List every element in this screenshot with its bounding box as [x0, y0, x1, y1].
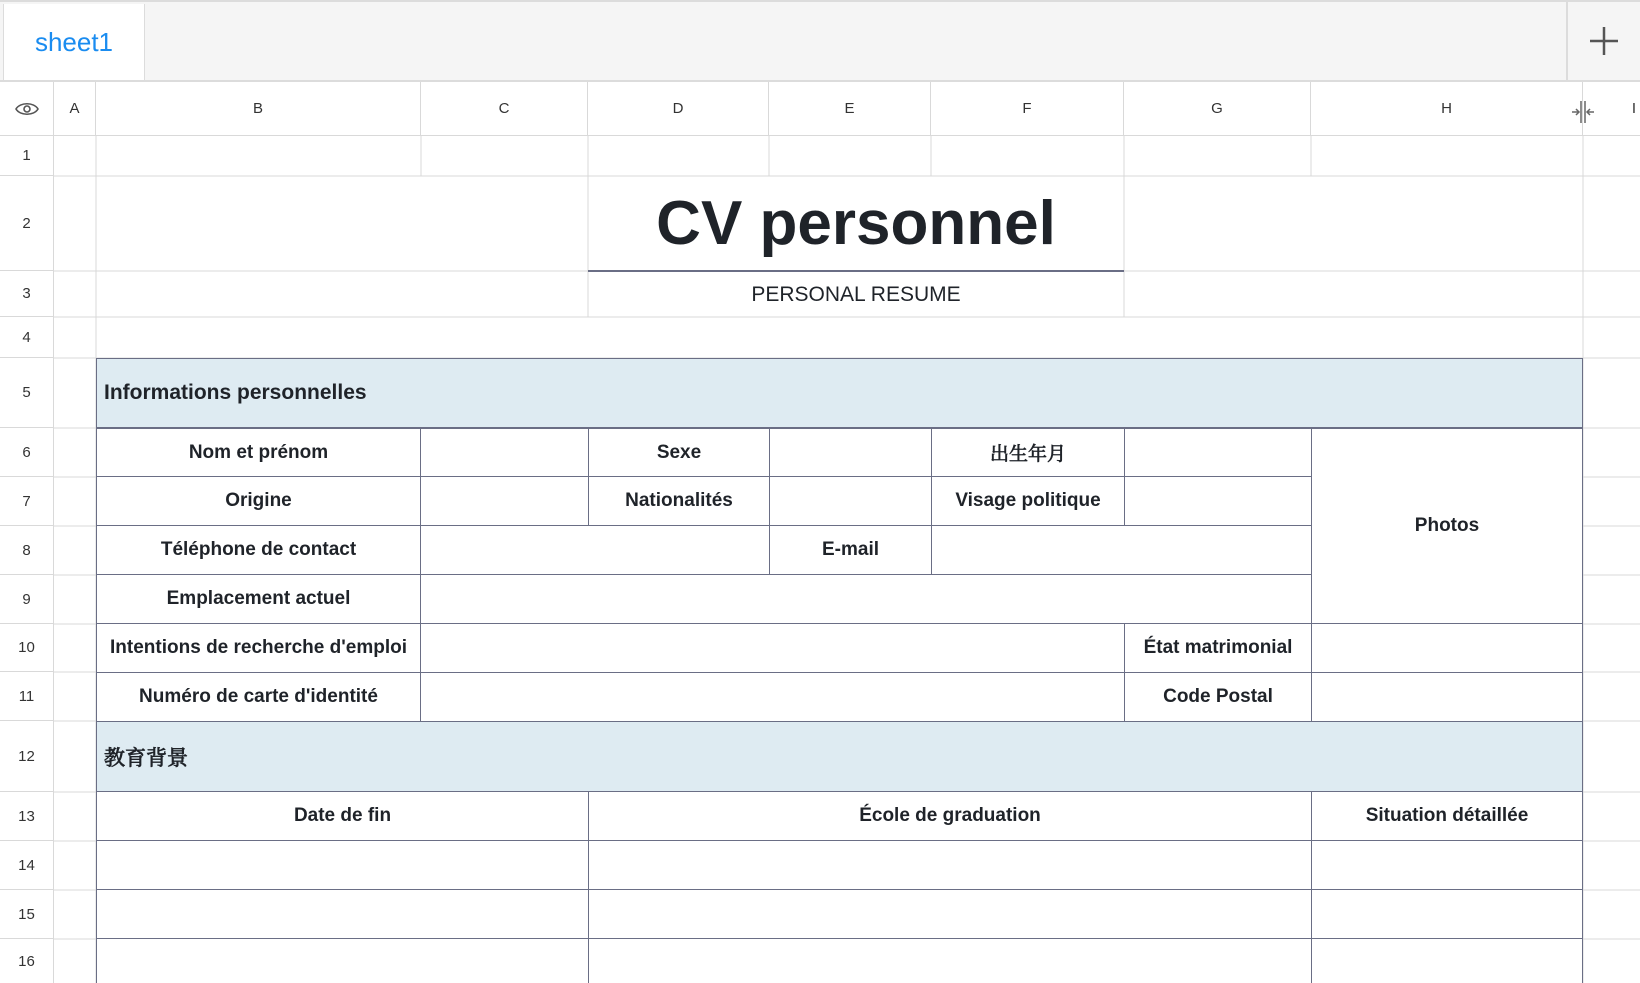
label-job-intent[interactable]: Intentions de recherche d'emploi — [96, 623, 421, 673]
row-header-10[interactable]: 10 — [0, 624, 54, 672]
value-name[interactable] — [420, 428, 589, 477]
edu-row-3-school[interactable] — [588, 938, 1312, 983]
row-header-2[interactable]: 2 — [0, 176, 54, 271]
value-id-card[interactable] — [420, 672, 1125, 722]
value-sex[interactable] — [769, 428, 932, 477]
label-marital[interactable]: État matrimonial — [1124, 623, 1312, 673]
edu-row-3-date[interactable] — [96, 938, 589, 983]
column-header-b[interactable]: B — [96, 82, 421, 136]
row-header-11[interactable]: 11 — [0, 672, 54, 721]
edu-row-3-details[interactable] — [1311, 938, 1583, 983]
value-location[interactable] — [420, 574, 1312, 624]
edu-row-1-date[interactable] — [96, 840, 589, 890]
edu-row-2-date[interactable] — [96, 889, 589, 939]
column-header-c[interactable]: C — [421, 82, 588, 136]
header-end-date[interactable]: Date de fin — [96, 791, 589, 841]
value-marital[interactable] — [1311, 623, 1583, 673]
photo-cell[interactable]: Photos — [1311, 428, 1583, 624]
row-header-8[interactable]: 8 — [0, 526, 54, 575]
value-postal[interactable] — [1311, 672, 1583, 722]
label-phone[interactable]: Téléphone de contact — [96, 525, 421, 575]
header-details[interactable]: Situation détaillée — [1311, 791, 1583, 841]
label-political[interactable]: Visage politique — [931, 476, 1125, 526]
column-header-e[interactable]: E — [769, 82, 931, 136]
label-postal[interactable]: Code Postal — [1124, 672, 1312, 722]
label-sex[interactable]: Sexe — [588, 428, 770, 477]
row-header-13[interactable]: 13 — [0, 792, 54, 841]
header-school[interactable]: École de graduation — [588, 791, 1312, 841]
label-origin[interactable]: Origine — [96, 476, 421, 526]
row-header-6[interactable]: 6 — [0, 428, 54, 477]
value-phone[interactable] — [420, 525, 770, 575]
value-email[interactable] — [931, 525, 1312, 575]
column-header-a[interactable]: A — [54, 82, 96, 136]
tab-sheet1[interactable]: sheet1 — [3, 4, 145, 80]
row-header-1[interactable]: 1 — [0, 136, 54, 176]
add-sheet-button[interactable] — [1566, 2, 1640, 80]
edu-row-2-details[interactable] — [1311, 889, 1583, 939]
select-all-corner[interactable] — [0, 82, 54, 136]
row-header-5[interactable]: 5 — [0, 358, 54, 428]
value-job-intent[interactable] — [420, 623, 1125, 673]
edu-row-1-details[interactable] — [1311, 840, 1583, 890]
row-header-14[interactable]: 14 — [0, 841, 54, 890]
label-birth[interactable]: 出生年月 — [931, 428, 1125, 477]
row-header-9[interactable]: 9 — [0, 575, 54, 624]
value-origin[interactable] — [420, 476, 589, 526]
label-nationality[interactable]: Nationalités — [588, 476, 770, 526]
eye-icon — [15, 101, 39, 117]
row-header-7[interactable]: 7 — [0, 477, 54, 526]
row-header-4[interactable]: 4 — [0, 317, 54, 358]
plus-icon — [1587, 24, 1621, 58]
label-name[interactable]: Nom et prénom — [96, 428, 421, 477]
column-header-h[interactable]: H — [1311, 82, 1583, 136]
label-id-card[interactable]: Numéro de carte d'identité — [96, 672, 421, 722]
edu-row-1-school[interactable] — [588, 840, 1312, 890]
label-location[interactable]: Emplacement actuel — [96, 574, 421, 624]
resume-subtitle[interactable]: PERSONAL RESUME — [751, 282, 961, 306]
row-header-12[interactable]: 12 — [0, 721, 54, 792]
edu-row-2-school[interactable] — [588, 889, 1312, 939]
row-header-15[interactable]: 15 — [0, 890, 54, 939]
section-personal-info[interactable]: Informations personnelles — [96, 358, 1583, 428]
value-birth[interactable] — [1124, 428, 1312, 477]
value-nationality[interactable] — [769, 476, 932, 526]
column-header-g[interactable]: G — [1124, 82, 1311, 136]
column-header-d[interactable]: D — [588, 82, 769, 136]
row-header-16[interactable]: 16 — [0, 939, 54, 983]
resume-title[interactable]: CV personnel — [656, 188, 1056, 258]
sheet-tab-bar — [0, 0, 1640, 82]
column-header-f[interactable]: F — [931, 82, 1124, 136]
section-education[interactable]: 教育背景 — [96, 721, 1583, 792]
value-political[interactable] — [1124, 476, 1312, 526]
freeze-columns-icon[interactable] — [1570, 99, 1596, 125]
row-header-3[interactable]: 3 — [0, 271, 54, 317]
column-header-i[interactable]: I — [1583, 82, 1640, 136]
label-email[interactable]: E-mail — [769, 525, 932, 575]
